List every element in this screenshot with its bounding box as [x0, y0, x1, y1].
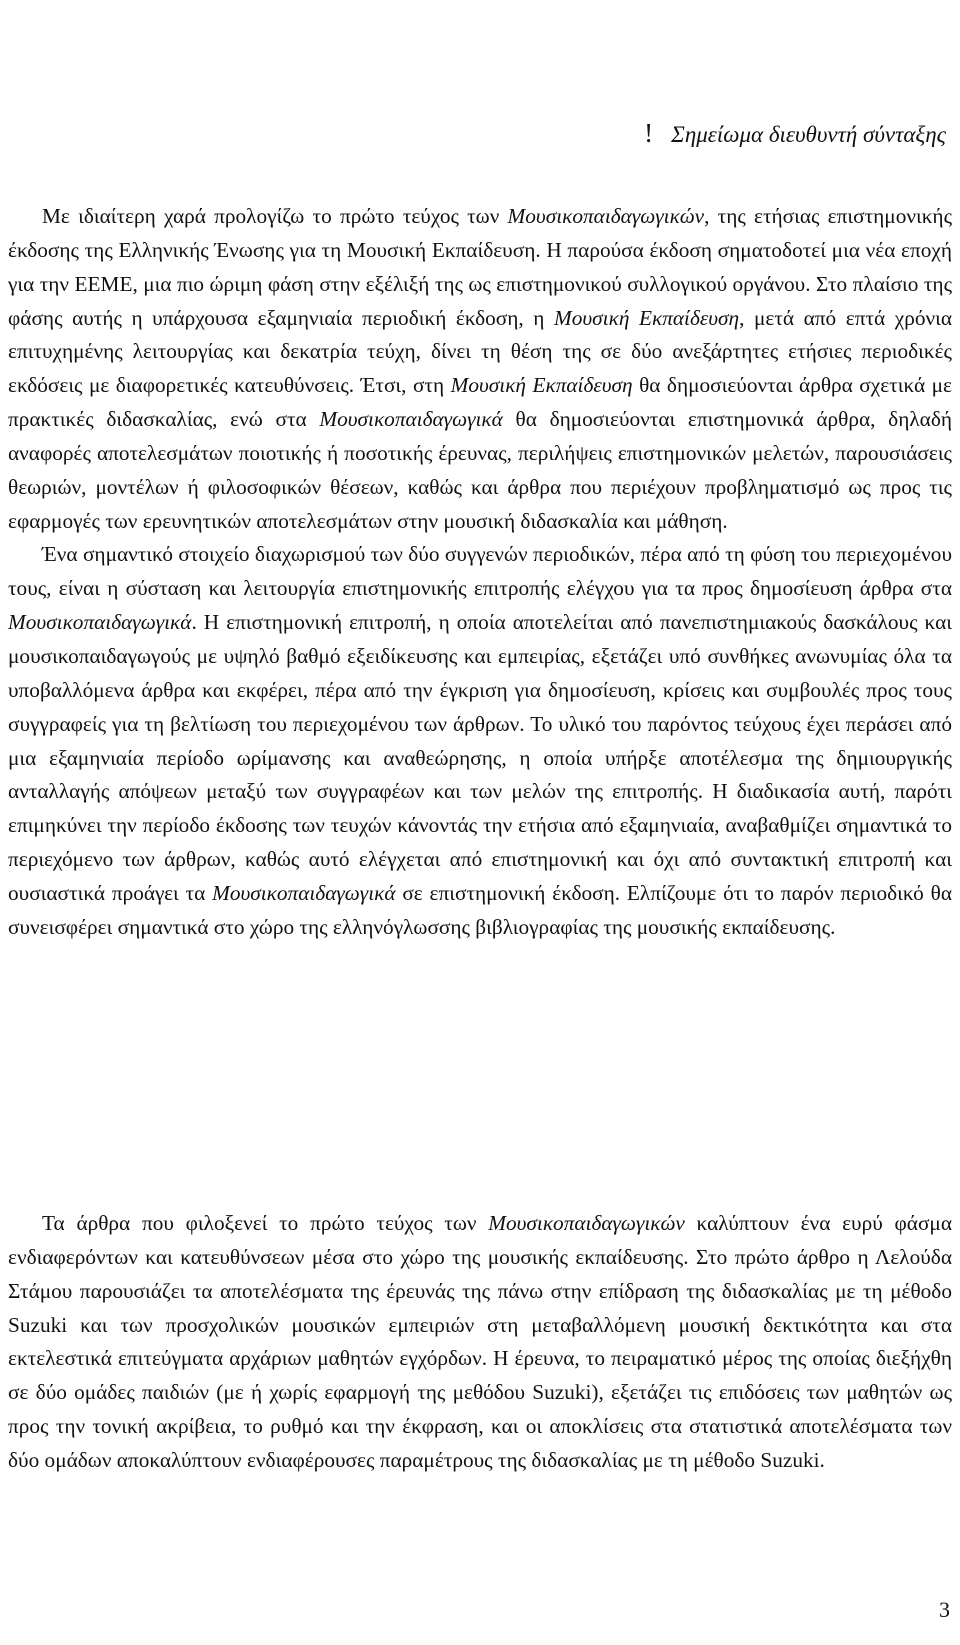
heading-marker: !: [644, 118, 654, 148]
paragraph-2-segment: . Η επιστημονική επιτροπή, η οποία αποτελείται από πανεπιστημιακούς δασκάλους και μουσικοπαιδαγωγούς με υψηλό βαθμό εξειδίκευσης και εμπειρίας, εξετάζει υπό συνθήκες ανωνυμίας όλα τα υποβαλλόμενα άρθρα και εκφέρει, πέρα από την έγκριση για δημοσίευση, κρίσεις και συμβουλές προς τους συγγραφείς για τη βελτίωση του περιεχομένου των άρθρων. Το υλικό του παρόντος τεύχους έχει περάσει από μια εξαμηνιαία περίοδο ωρίμανσης και αναθεώρησης, η οποία υπήρξε αποτέλεσμα της δημιουργικής ανταλλαγής απόψεων μεταξύ των συγγραφέων και των μελών της επιτροπής. Η διαδικασία αυτή, παρότι επιμηκύνει την περίοδο έκδοσης των τευχών κάνοντάς την ετήσια από εξαμηνιαία, αναβαθμίζει σημαντικά το περιεχόμενο των άρθρων, καθώς αυτό ελέγχεται από επιστημονική και όχι από συντακτική επιτροπή και ουσιαστικά προάγει τα: [8, 610, 952, 905]
journal-title-ref: Μουσικοπαιδαγωγικά: [212, 880, 396, 905]
paragraph-3: [8, 1207, 952, 1478]
editor-note-heading: [644, 116, 946, 152]
journal-title-ref: Μουσικοπαιδαγωγικών: [488, 1211, 685, 1235]
paragraph-1-segment: , μετά από επτά χρόνια επιτυχημένης λειτουργίας και δεκατρία τεύχη, δίνει τη θέση της σε δύο ανεξάρτητες ετήσιες περιοδικές εκδόσεις με διαφορετικές κατευθύνσεις. Έτσι, στη: [8, 305, 952, 398]
text-block-2: [8, 1207, 952, 1478]
paragraph-2: [8, 538, 952, 944]
journal-title-ref: Μουσικοπαιδαγωγικά: [319, 407, 503, 432]
text-block-1: [8, 200, 952, 945]
paragraph-2-segment: Ένα σημαντικό στοιχείο διαχωρισμού των δύο συγγενών περιοδικών, πέρα από τη φύση του περιεχομένου τους, είναι η σύσταση και λειτουργία επιστημονικής επιτροπής ελέγχου για τα προς δημοσίευση άρθρα στα: [8, 542, 952, 601]
heading-title: Σημείωμα διευθυντή σύνταξης: [671, 122, 946, 147]
journal-title-ref: Μουσική Εκπαίδευση: [554, 305, 740, 330]
paragraph-1-segment: θα δημοσιεύονται επιστημονικά άρθρα, δηλαδή αναφορές αποτελεσμάτων ποιοτικής ή ποσοτικής έρευνας, περιλήψεις επιστημονικών μελετών, παρουσιάσεις θεωριών, μοντέλων ή φιλοσοφικών θέσεων, καθώς και άρθρα που περιέχουν προβληματισμό ως προς τις εφαρμογές των ερευνητικών αποτελεσμάτων στην μουσική διδασκαλία και μάθηση.: [8, 407, 952, 533]
paragraph-1: [8, 200, 952, 538]
journal-title-ref: Μουσικοπαιδαγωγικά: [8, 610, 192, 635]
paragraph-1-segment: θα δημοσιεύονται άρθρα σχετικά με πρακτικές διδασκαλίας, ενώ στα: [8, 373, 952, 432]
paragraph-1-segment: , της ετήσιας επιστημονικής έκδοσης της Ελληνικής Ένωσης για τη Μουσική Εκπαίδευση. Η παρούσα έκδοση σηματοδοτεί μια νέα εποχή για την ΕΕΜΕ, μια πιο ώριμη φάση στην εξέλιξή της ως επιστημονικού συλλογικού οργάνου. Στο πλαίσιο της φάσης αυτής η υπάρχουσα εξαμηνιαία περιοδική έκδοση, η: [8, 204, 953, 330]
paragraph-1-segment: Με ιδιαίτερη χαρά προλογίζω το πρώτο τεύχος των: [42, 204, 508, 228]
paragraph-3-segment: καλύπτουν ένα ευρύ φάσμα ενδιαφερόντων και κατευθύνσεων μέσα στο χώρο της μουσικής εκπαίδευσης. Στο πρώτο άρθρο η Λελούδα Στάμου παρουσιάζει τα αποτελέσματα της έρευνάς της πάνω στην επίδραση της διδασκαλίας με τη μέθοδο Suzuki και των προσχολικών μουσικών εμπειριών στη μεταβαλλόμενη μουσική δεκτικότητα και στα εκτελεστικά επιτεύγματα αρχάριων μαθητών εγχόρδων. Η έρευνα, το πειραματικό μέρος της οποίας διεξήχθη σε δύο ομάδες παιδιών (με ή χωρίς εφαρμογή της μεθόδου Suzuki), εξετάζει τις επιδόσεις των μαθητών ως προς την τονική ακρίβεια, το ρυθμό και την έκφραση, και οι αποκλίσεις στα στατιστικά αποτελέσματα των δύο ομάδων αποκαλύπτουν ενδιαφέρουσες παραμέτρους της διδασκαλίας με τη μέθοδο Suzuki.: [8, 1211, 952, 1472]
document-page: [8, 0, 952, 1645]
paragraph-2-segment: σε επιστημονική έκδοση. Ελπίζουμε ότι το παρόν περιοδικό θα συνεισφέρει σημαντικά στο χώρο της ελληνόγλωσσης βιβλιογραφίας της μουσικής εκπαίδευσης.: [8, 880, 952, 939]
journal-title-ref: Μουσικοπαιδαγωγικών: [507, 204, 705, 228]
page-number: 3: [939, 1597, 950, 1622]
journal-title-ref: Μουσική Εκπαίδευση: [450, 373, 633, 398]
paragraph-3-segment: Τα άρθρα που φιλοξενεί το πρώτο τεύχος των: [42, 1211, 489, 1235]
